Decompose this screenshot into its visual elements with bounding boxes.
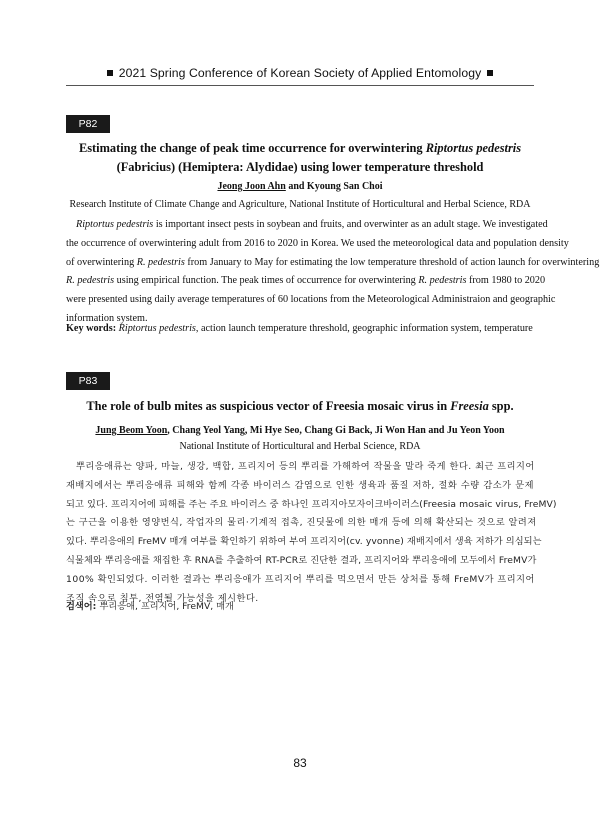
abstract-line: 재배지에서는 뿌리응애류 피해와 함께 각종 바이러스 감염으로 인한 생육과 품질 저하, 절화 수량 감소가 문제 [66, 479, 534, 491]
abstract-line: R. pedestris using empirical function. The peak times of occurrence for overwintering R. pedestris from 1980 to 2020 [66, 275, 546, 287]
p83-authors: Jung Beom Yoon, Chang Yeol Yang, Mi Hye Seo, Chang Gi Back, Ji Won Han and Ju Yeon Yoon [95, 425, 505, 436]
poster-tag-p83: P83 [66, 372, 110, 390]
p83-title-genus: Freesia [450, 399, 489, 413]
p82-presenting-author: Jeong Joon Ahn [217, 181, 286, 192]
p82-authors: Jeong Joon Ahn and Kyoung San Choi [217, 181, 383, 192]
conference-title: 2021 Spring Conference of Korean Society of Applied Entomology [118, 66, 482, 80]
abstract-line: of overwintering R. pedestris from January to May for estimating the low temperature threshold of action launch for overwintering [66, 256, 600, 268]
p82-title-species: Riptortus pedestris [425, 141, 522, 155]
abstract-line: 식물체와 뿌리응애를 채집한 후 RNA를 추출하여 RT-PCR로 진단한 결과, 프리지어와 뿌리응애에 모두에서 FreMV가 [66, 554, 537, 566]
abstract-line: 뿌리응애류는 양파, 마늘, 생강, 백합, 프리지어 등의 뿌리를 가해하여 작물을 말라 죽게 한다. 최근 프리지어 [76, 461, 535, 472]
p82-title: Estimating the change of peak time occurrence for overwintering Riptortus pedestris (Fabricius) (Hemiptera: Alydidae) using lower temperature threshold [78, 141, 522, 174]
p83-abstract [66, 458, 557, 608]
abstract-line: 있다. 뿌리응애의 FreMV 매개 여부를 확인하기 위하여 부여 프리지어(cv. yvonne) 재배지에서 생육 저하가 의심되는 [66, 536, 542, 548]
p83-keywords: 검색어: 뿌리응애, 프리지어, FreMV, 매개 [66, 601, 234, 612]
header-rule [66, 85, 534, 86]
abstract-line: were presented using daily average temperatures of 60 locations from the Meteorological Administraion and geographic [66, 294, 556, 306]
page-number: 83 [293, 756, 307, 770]
p82-abstract [66, 216, 600, 329]
p83-presenting-author: Jung Beom Yoon [95, 425, 168, 436]
abstract-line: 100% 확인되었다. 이러한 결과는 뿌리응애가 프리지어 뿌리를 먹으면서 만든 상처를 통해 FreMV가 프리지어 [66, 573, 535, 585]
abstract-line: Riptortus pedestris is important insect pests in soybean and fruits, and overwinter as an adult stage. We investigated [76, 219, 548, 230]
keywords-label: Key words: [66, 323, 119, 334]
abstract-line: the occurrence of overwintering adult from 2016 to 2020 in Korea. We used the meteorological data and population density [66, 237, 569, 249]
keywords-label: 검색어: [66, 601, 100, 612]
square-bullet-icon [487, 70, 493, 76]
abstract-line: 되고 있다. 프리지어에 피해를 주는 주요 바이러스 중 하나인 프리지아모자이크바이러스(Freesia mosaic virus, FreMV) [66, 498, 557, 510]
square-bullet-icon [107, 70, 113, 76]
abstract-line: 는 구근을 이용한 영양번식, 작업자의 물리·기계적 접촉, 진딧물에 의한 매개 등에 의해 확산되는 것으로 알려져 [66, 517, 537, 529]
p82-keywords: Key words: Riptortus pedestris, action launch temperature threshold, geographic information system, temperature [66, 323, 533, 334]
p83-affiliation: National Institute of Horticultural and Herbal Science, RDA [179, 441, 421, 452]
p83-title: The role of bulb mites as suspicious vector of Freesia mosaic virus in Freesia spp. [86, 399, 514, 413]
abstract-line: information system. [66, 312, 148, 324]
abstract-line: 조직 속으로 침투, 전염될 가능성을 제시한다. [66, 592, 259, 604]
p82-affiliation: Research Institute of Climate Change and Agriculture, National Institute of Horticultural and Herbal Science, RDA [69, 199, 531, 210]
poster-tag-p82: P82 [66, 115, 110, 133]
conference-header [66, 66, 534, 80]
